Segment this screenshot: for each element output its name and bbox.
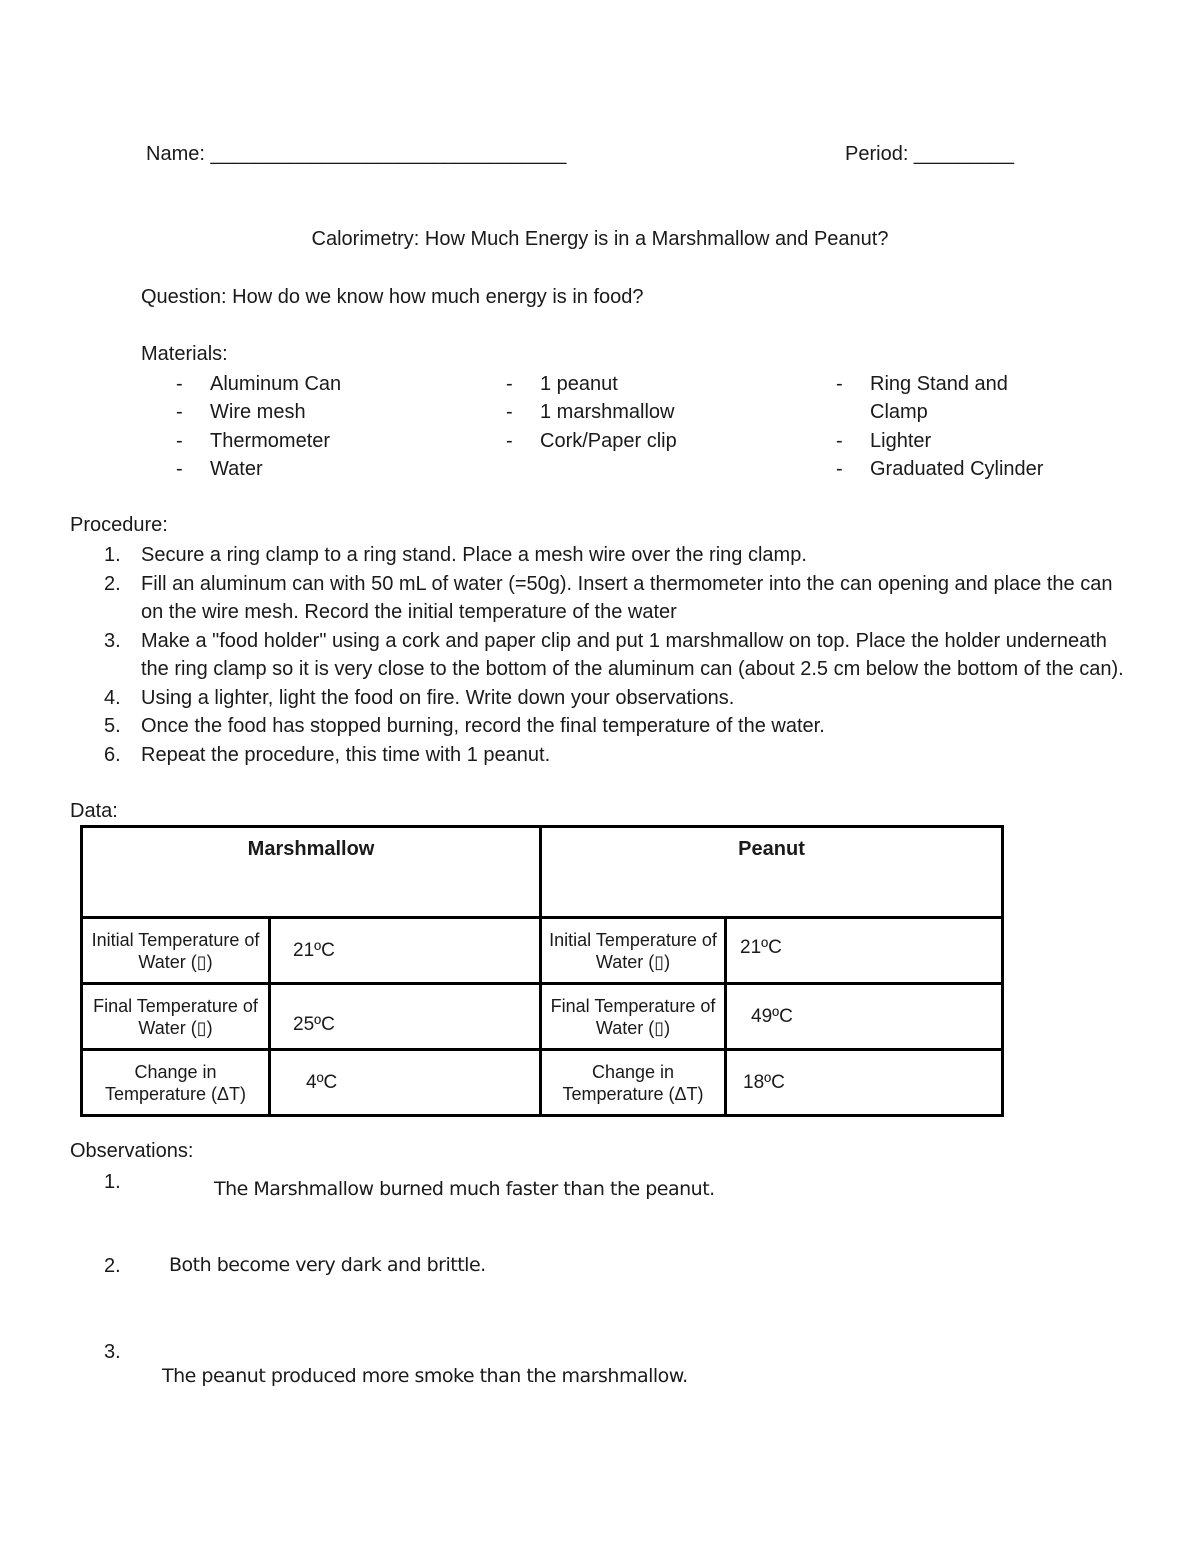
period-field-label: Period: _________	[845, 143, 1015, 165]
list-item: - Wire mesh	[176, 401, 306, 424]
row-label: Initial Temperature of Water (▯)	[541, 918, 726, 984]
row-label: Final Temperature of Water (▯)	[82, 984, 270, 1050]
list-item: 4. Using a lighter, light the food on fire. Write down your observations.	[104, 686, 735, 709]
materials-label: Materials:	[141, 343, 228, 365]
list-item: - Water	[176, 457, 263, 480]
materials-column-3	[836, 370, 1043, 483]
row-label: Change in Temperature (ΔT)	[541, 1050, 726, 1116]
peanut-value: 49ºC	[726, 984, 1003, 1050]
observation-text: The Marshmallow burned much faster than the peanut.	[214, 1178, 715, 1200]
list-item: 6. Repeat the procedure, this time with 1 peanut.	[104, 743, 551, 766]
list-item: - Thermometer	[176, 429, 331, 452]
name-field-label: Name: ________________________________	[146, 143, 567, 165]
marshmallow-value: 21ºC	[270, 918, 541, 984]
peanut-value: 18ºC	[726, 1050, 1003, 1116]
observations-label: Observations:	[70, 1140, 194, 1162]
procedure-label: Procedure:	[70, 514, 168, 536]
table-row	[82, 1050, 1003, 1116]
observation-text: The peanut produced more smoke than the marshmallow.	[162, 1365, 688, 1387]
list-item: - Aluminum Can	[176, 373, 342, 395]
row-label: Initial Temperature of Water (▯)	[82, 918, 270, 984]
marshmallow-value: 25ºC	[270, 984, 541, 1050]
question-text: Question: How do we know how much energy is in food?	[141, 286, 644, 308]
page-title: Calorimetry: How Much Energy is in a Marshmallow and Peanut?	[311, 228, 889, 250]
list-item: - Ring Stand and	[836, 373, 1008, 395]
list-item: Clamp	[870, 401, 928, 424]
observation-number: 1.	[104, 1171, 121, 1193]
list-item: 1. Secure a ring clamp to a ring stand. Place a mesh wire over the ring clamp.	[104, 544, 807, 566]
list-item: - 1 peanut	[506, 373, 618, 395]
marshmallow-header: Marshmallow	[82, 827, 541, 918]
observation-number: 2.	[104, 1255, 121, 1277]
materials-column-1	[176, 370, 341, 483]
peanut-header: Peanut	[541, 827, 1003, 918]
marshmallow-value: 4ºC	[270, 1050, 541, 1116]
list-item: - 1 marshmallow	[506, 401, 675, 424]
table-row	[82, 918, 1003, 984]
row-label: Change in Temperature (ΔT)	[82, 1050, 270, 1116]
list-item: - Graduated Cylinder	[836, 457, 1044, 480]
list-item: 2. Fill an aluminum can with 50 mL of water (=50g). Insert a thermometer into the can opening and place the can on the wire mesh. Record the initial temperature of the water	[104, 572, 1113, 623]
observation-number: 3.	[104, 1341, 121, 1363]
materials-column-2	[506, 370, 677, 455]
data-table	[80, 825, 1004, 1117]
row-label: Final Temperature of Water (▯)	[541, 984, 726, 1050]
list-item: 5. Once the food has stopped burning, record the final temperature of the water.	[104, 715, 825, 737]
table-header-row	[82, 827, 1003, 918]
observation-text: Both become very dark and brittle.	[169, 1254, 486, 1276]
list-item: - Lighter	[836, 429, 932, 452]
procedure-list	[104, 541, 1144, 769]
peanut-value: 21ºC	[726, 918, 1003, 984]
table-row	[82, 984, 1003, 1050]
list-item: 3. Make a "food holder" using a cork and paper clip and put 1 marshmallow on top. Place the holder underneath the ring clamp so it is very close to the bottom of the aluminum can (about 2.5 cm below the bottom of the can).	[104, 629, 1124, 680]
data-label: Data:	[70, 800, 118, 822]
list-item: - Cork/Paper clip	[506, 429, 677, 452]
